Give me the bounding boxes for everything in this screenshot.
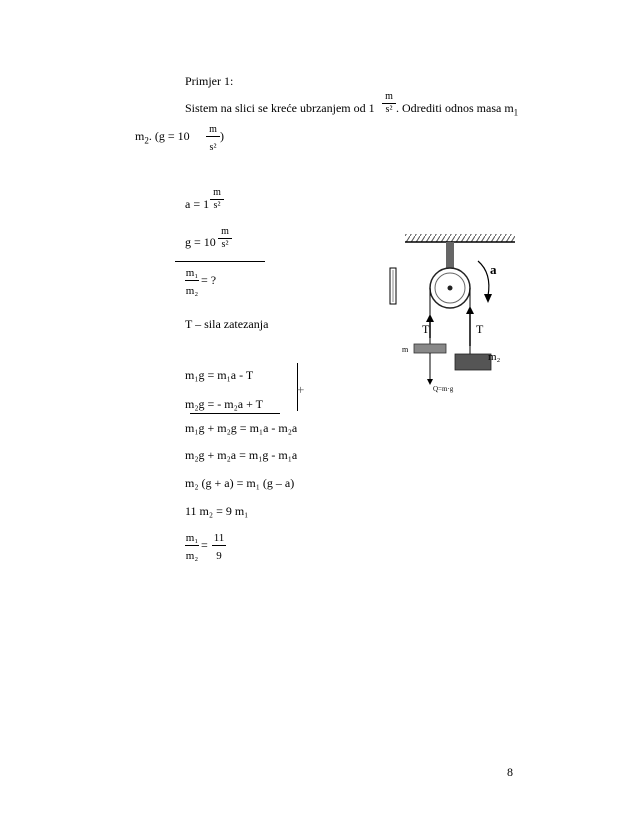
tension-label-left: T bbox=[422, 322, 430, 336]
g-fraction bbox=[218, 227, 232, 250]
result-lhs-fraction bbox=[185, 533, 199, 562]
equation-3: m₁g + m₂g = m₁a - m₂a bbox=[185, 421, 298, 435]
weight-label: Q=m·g bbox=[433, 385, 454, 393]
problem-text-start: Sistem na slici se kreće ubrzanjem od 1 bbox=[185, 101, 375, 115]
subscript: 2 bbox=[144, 135, 149, 146]
tension-definition: T – sila zatezanja bbox=[185, 317, 269, 331]
given-g: g = 10 bbox=[185, 235, 216, 249]
sum-separator bbox=[190, 413, 280, 414]
tension-label-right: T bbox=[476, 322, 484, 336]
given-a: a = 1 bbox=[185, 197, 210, 211]
fraction-numerator: 11 bbox=[213, 532, 225, 544]
equation-2: m₂g = - m₂a + T bbox=[185, 397, 264, 411]
ratio-question: = ? bbox=[201, 273, 217, 287]
mass-symbol: m bbox=[135, 129, 145, 143]
fraction-denominator: s² bbox=[221, 239, 229, 250]
equation-6: 11 m₂ = 9 m₁ bbox=[185, 504, 249, 518]
fraction-denominator: s² bbox=[209, 142, 217, 153]
fraction-numerator: m bbox=[385, 91, 393, 102]
fraction-denominator: m₂ bbox=[185, 285, 199, 297]
a-unit-fraction bbox=[210, 188, 224, 211]
equation-5: m₂ (g + a) = m₁ (g – a) bbox=[185, 476, 295, 490]
problem-text-after: . Odrediti odnos masa m bbox=[396, 101, 514, 115]
fraction-bar bbox=[206, 136, 220, 137]
accel-label: a bbox=[490, 262, 497, 277]
fraction-bar bbox=[185, 280, 199, 281]
problem-line2 bbox=[135, 129, 190, 145]
fraction-numerator: m₁ bbox=[185, 532, 199, 544]
mass-left-block bbox=[414, 344, 446, 353]
page-number: 8 bbox=[507, 765, 513, 779]
mass-right-label: m₂ bbox=[488, 351, 501, 363]
fraction-numerator: m bbox=[209, 124, 217, 135]
plus-sign: + bbox=[297, 382, 305, 397]
equation-4: m₂g + m₂a = m₁g - m₁a bbox=[185, 448, 298, 462]
fraction-denominator: s² bbox=[385, 104, 393, 115]
g-unit-fraction bbox=[206, 125, 220, 153]
fraction-numerator: m₁ bbox=[185, 267, 199, 279]
result-equals: = bbox=[201, 538, 208, 552]
close-paren: ) bbox=[220, 129, 224, 143]
problem-text-end bbox=[396, 101, 518, 117]
equation-1: m₁g = m₁a - T bbox=[185, 368, 254, 382]
result-rhs-fraction bbox=[212, 533, 226, 562]
ratio-fraction bbox=[185, 268, 199, 297]
given-separator bbox=[175, 261, 265, 262]
fraction-denominator: s² bbox=[213, 200, 221, 211]
g-value-text: . (g = 10 bbox=[148, 129, 190, 143]
rotation-arrow bbox=[478, 261, 489, 296]
fraction-bar bbox=[212, 545, 226, 546]
fraction-denominator: 9 bbox=[216, 550, 222, 562]
pulley-diagram bbox=[380, 228, 520, 398]
example-title: Primjer 1: bbox=[185, 74, 234, 88]
fraction-numerator: m bbox=[221, 226, 229, 237]
subscript: 1 bbox=[513, 107, 519, 118]
mass-right-block bbox=[455, 354, 491, 370]
mass-left-label: m bbox=[402, 345, 409, 354]
ceiling-hatch bbox=[405, 234, 515, 242]
problem-unit-fraction bbox=[382, 92, 396, 115]
fraction-denominator: m₂ bbox=[185, 550, 199, 562]
fraction-bar bbox=[185, 545, 199, 546]
fraction-numerator: m bbox=[213, 187, 221, 198]
